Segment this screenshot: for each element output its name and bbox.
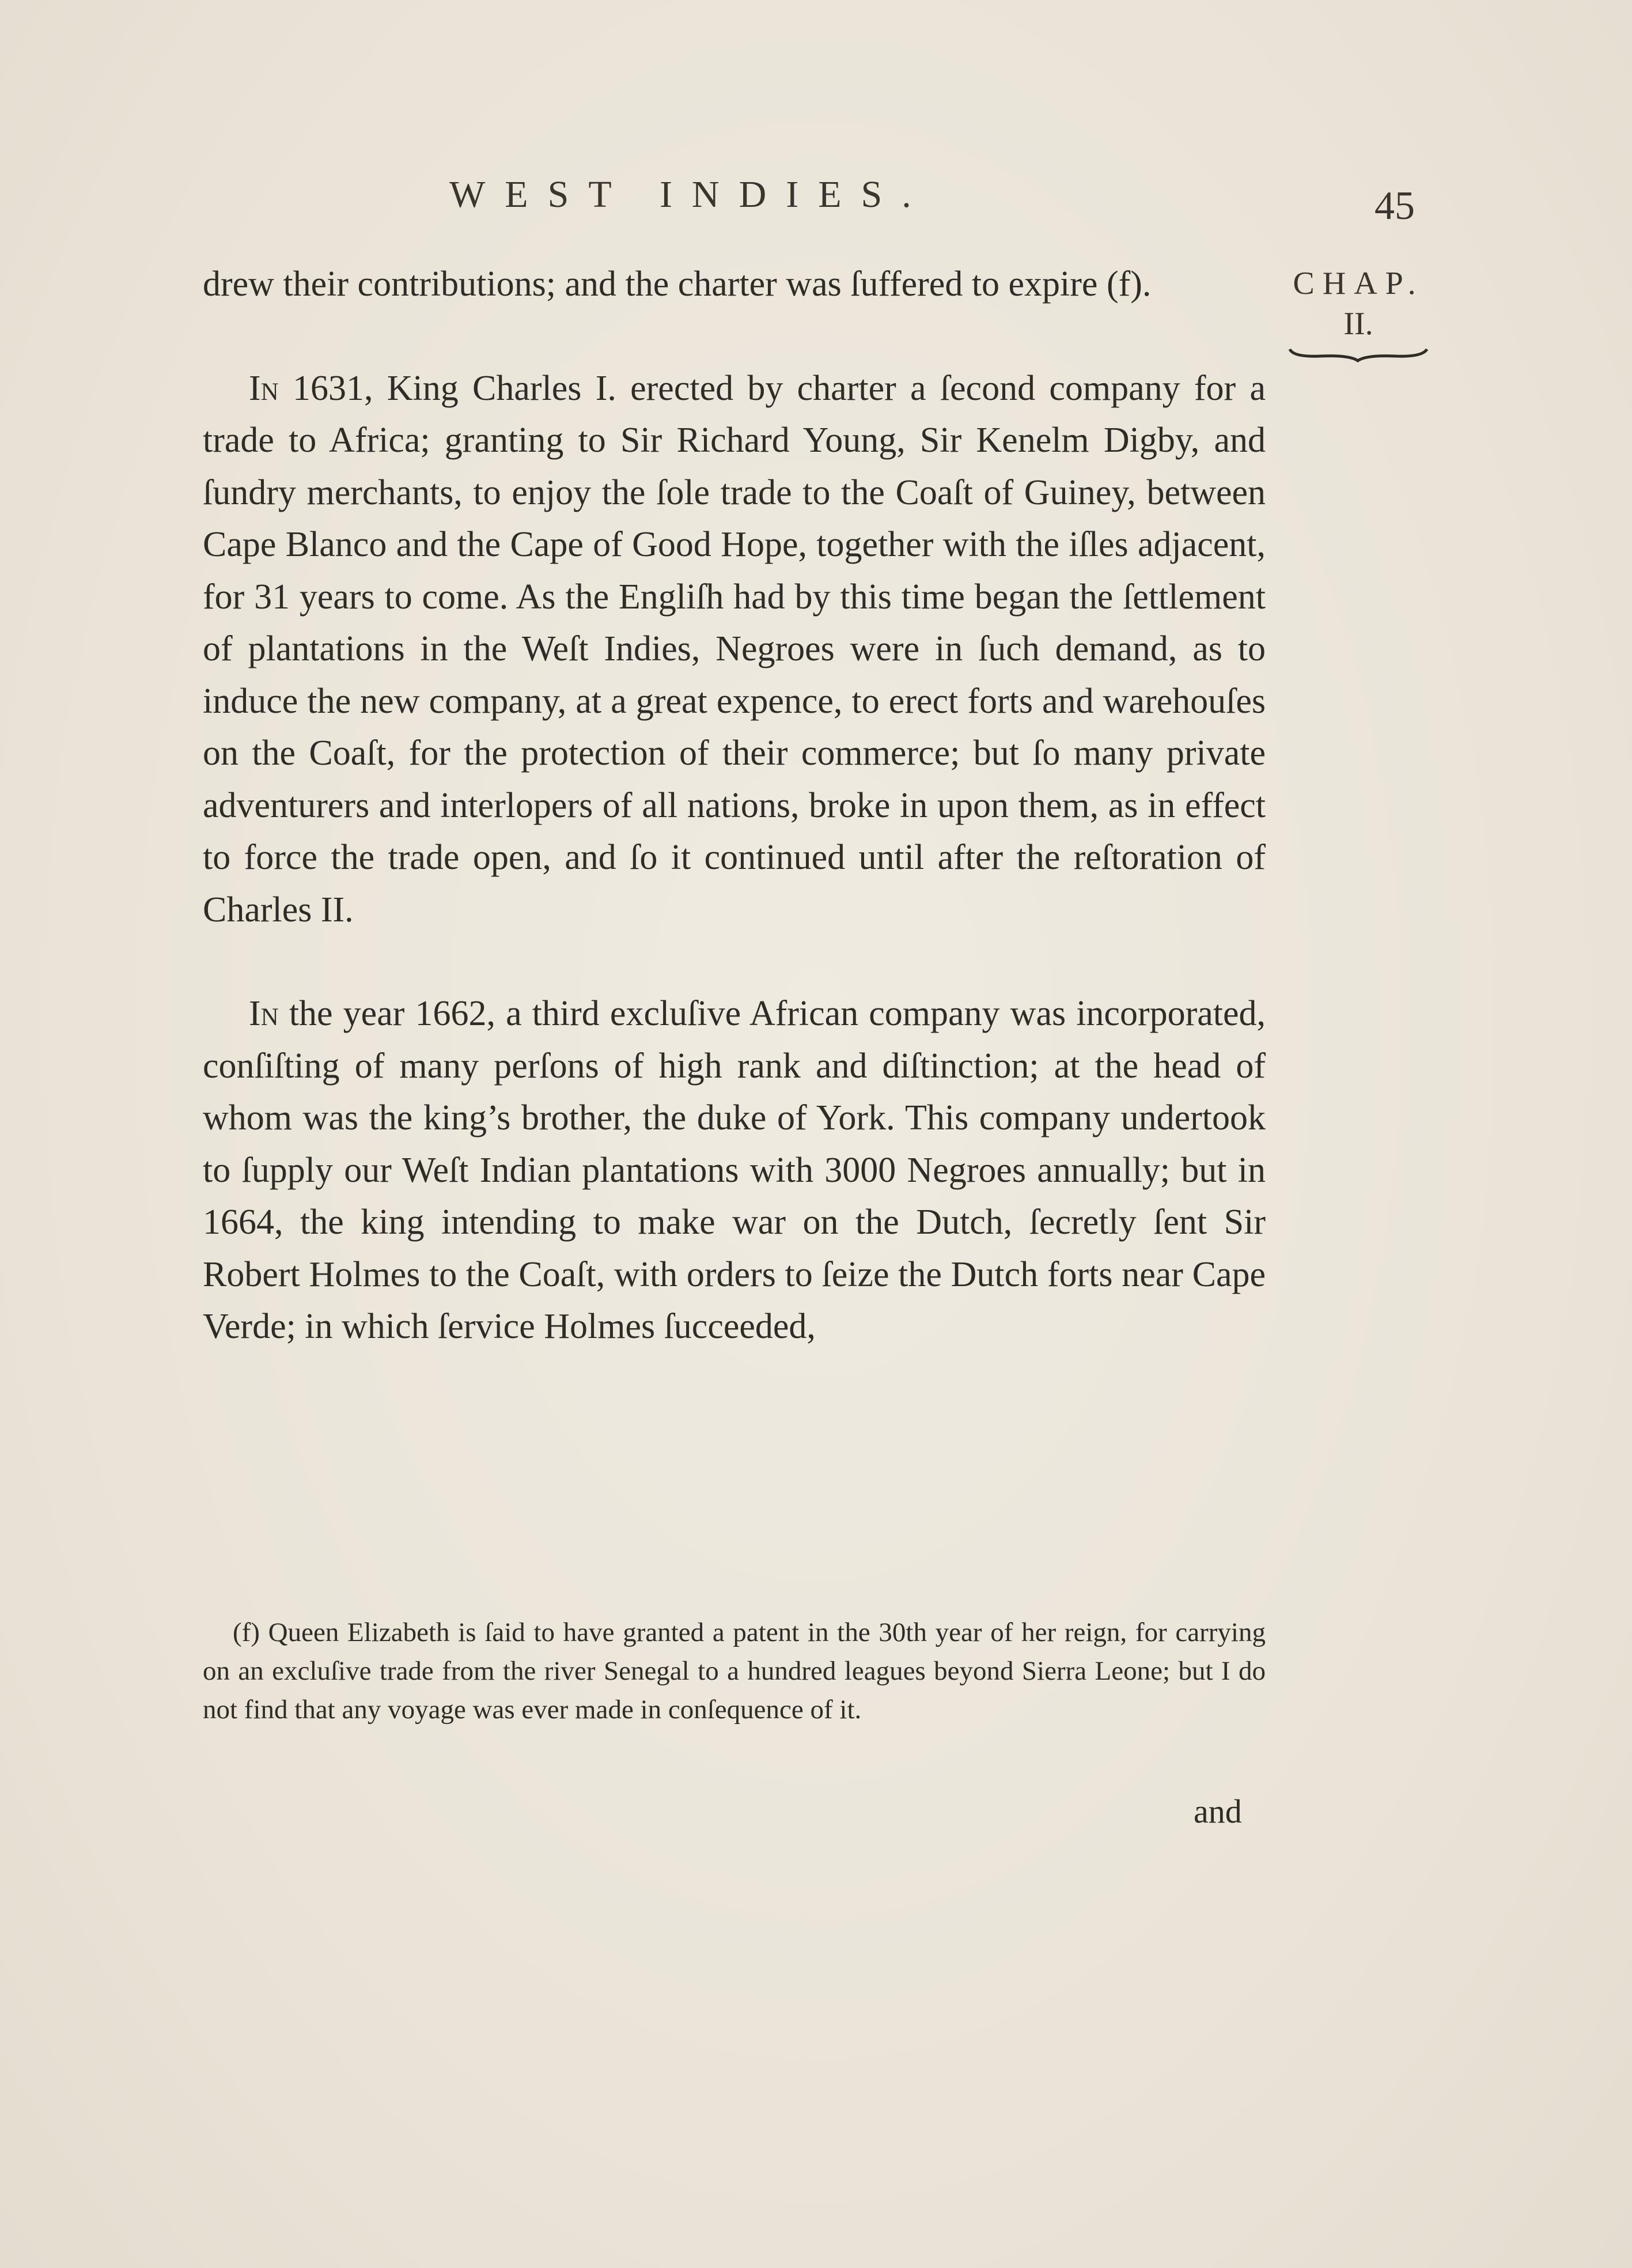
brace-ornament-icon: [1286, 346, 1430, 363]
paragraph-2: [203, 362, 1266, 936]
chapter-margin-note: [1283, 265, 1433, 363]
paragraph-1: drew their contributions; and the charter was ſuffered to expire (f).: [203, 264, 1152, 304]
main-text: [203, 258, 1266, 1353]
paragraph-3-text: the year 1662, a third excluſive African company was incorporated, conſiſting of many perſons of high rank and diſtinction; at the head of whom was the king’s brother, the duke of York. This company undertook to ſupply our Weſt Indian plantations with 3000 Negroes annually; but in 1664, the king intending to make war on the Dutch, ſecretly ſent Sir Robert Holmes to the Coaſt, with orders to ſeize the Dutch forts near Cape Verde; in which ſervice Holmes ſucceeded,: [203, 994, 1266, 1346]
paragraph-2-text: 1631, King Charles I. erected by charter a ſecond company for a trade to Africa; granting to Sir Richard Young, Sir Kenelm Digby, and ſundry merchants, to enjoy the ſole trade to the Coaſt of Guiney, between Cape Blanco and the Cape of Good Hope, together with the iſles adjacent, for 31 years to come. As the Engliſh had by this time began the ſettlement of plantations in the Weſt Indies, Negroes were in ſuch demand, as to induce the new company, at a great expence, to erect forts and warehouſes on the Coaſt, for the protection of their commerce; but ſo many private adventurers and interlopers of all nations, broke in upon them, as in effect to force the trade open, and ſo it continued until after the reſtoration of Charles II.: [203, 368, 1266, 929]
footnote-text: (f) Queen Elizabeth is ſaid to have granted a patent in the 30th year of her reign, for carrying on an excluſive trade from the river Senegal to a hundred leagues beyond Sierra Leone; but I do not find that any voyage was ever made in conſequence of it.: [203, 1617, 1266, 1725]
footnote: [203, 1613, 1266, 1729]
paragraph-2-lead: In: [249, 368, 279, 408]
page-number: 45: [1374, 184, 1415, 228]
paragraph-3: [203, 988, 1266, 1353]
catchword: and: [1194, 1793, 1242, 1830]
running-title: WEST INDIES.: [449, 173, 931, 216]
chapter-number: II.: [1343, 306, 1373, 342]
paragraph-3-lead: In: [249, 994, 279, 1033]
chapter-label: CHAP.: [1293, 266, 1424, 301]
